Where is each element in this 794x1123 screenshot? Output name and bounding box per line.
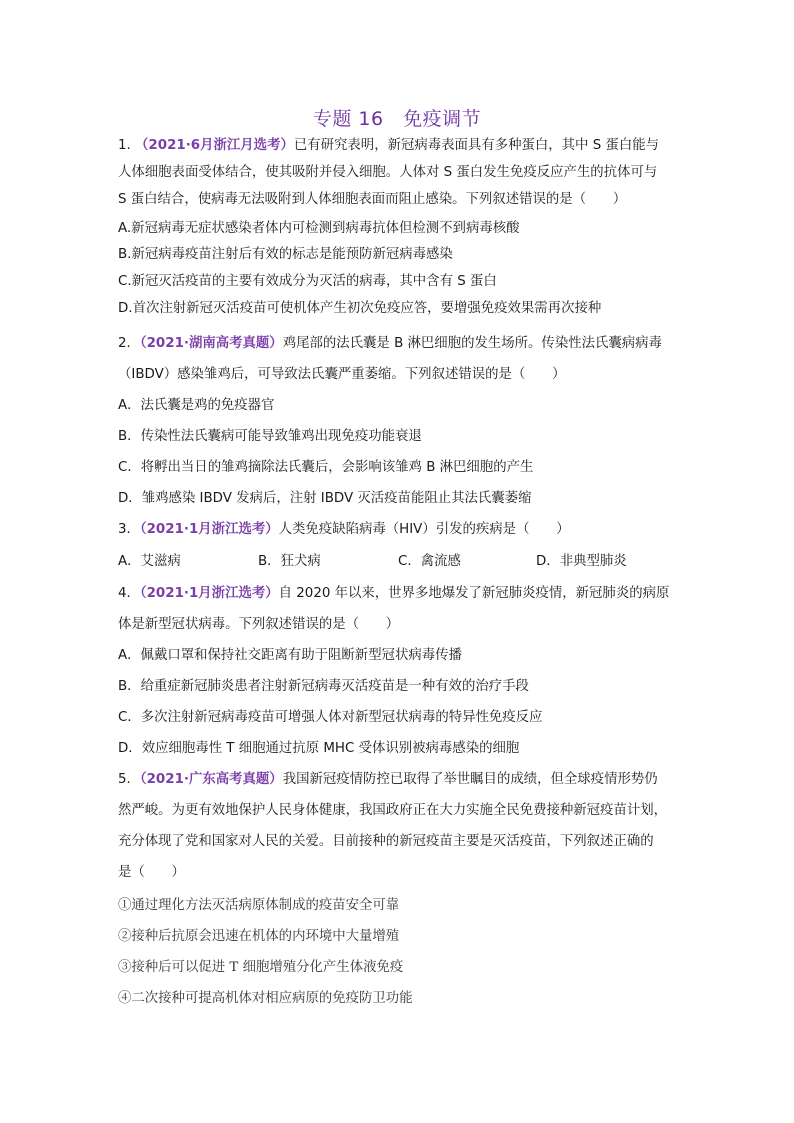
statement-3: ③接种后可以促进 T 细胞增殖分化产生体液免疫 <box>118 960 404 975</box>
option-c: C．多次注射新冠病毒疫苗可增强人体对新型冠状病毒的特异性免疫反应 <box>118 710 543 725</box>
option-b: B．狂犬病 <box>258 554 321 569</box>
option-b: B.新冠病毒疫苗注射后有效的标志是能预防新冠病毒感染 <box>118 247 453 262</box>
option-a: A．佩戴口罩和保持社交距离有助于阻断新型冠状病毒传播 <box>118 648 462 663</box>
option-d: D．效应细胞毒性 T 细胞通过抗原 MHC 受体识别被病毒感染的细胞 <box>118 741 520 756</box>
question-number: 3． <box>118 522 140 537</box>
question-stem-line: 我国新冠疫情防控已取得了举世瞩目的成绩，但全球疫情形势仍 <box>282 772 658 787</box>
option-d: D.首次注射新冠灭活疫苗可使机体产生初次免疫应答，要增强免疫效果需再次接种 <box>118 301 602 316</box>
question-number: 4． <box>118 586 140 601</box>
option-d: D．雏鸡感染 IBDV 发病后，注射 IBDV 灭活疫苗能阻止其法氏囊萎缩 <box>118 491 532 506</box>
question-stem-line: 充分体现了党和国家对人民的关爱。目前接种的新冠疫苗主要是灭活疫苗，下列叙述正确的 <box>118 834 654 849</box>
question-stem-line: 是（ ） <box>118 865 185 880</box>
page-title: 专题 16 免疫调节 <box>312 108 482 130</box>
option-c: C．禽流感 <box>398 554 461 569</box>
question-stem-line: S 蛋白结合，使病毒无法吸附到人体细胞表面而阻止感染。下列叙述错误的是（ ） <box>118 192 627 207</box>
option-c: C.新冠灭活疫苗的主要有效成分为灭活的病毒，其中含有 S 蛋白 <box>118 274 497 289</box>
statement-2: ②接种后抗原会迅速在机体的内环境中大量增殖 <box>118 929 400 944</box>
option-a: A.新冠病毒无症状感染者体内可检测到病毒抗体但检测不到病毒核酸 <box>118 221 520 236</box>
question-number: 5． <box>118 772 140 787</box>
question-number: 2． <box>118 336 140 351</box>
question-stem-line: 体是新型冠状病毒。下列叙述错误的是（ ） <box>118 617 400 632</box>
option-b: B．传染性法氏囊病可能导致雏鸡出现免疫功能衰退 <box>118 429 422 444</box>
statement-1: ①通过理化方法灭活病原体制成的疫苗安全可靠 <box>118 898 400 913</box>
question-source: （2021·广东高考真题） <box>139 772 283 787</box>
question-stem-line: （IBDV）感染雏鸡后，可导致法氏囊严重萎缩。下列叙述错误的是（ ） <box>118 367 566 382</box>
question-source: （2021·湖南高考真题） <box>139 336 283 351</box>
question-stem-line: 鸡尾部的法氏囊是 B 淋巴细胞的发生场所。传染性法氏囊病病毒 <box>282 336 662 351</box>
question-stem-line: 已有研究表明，新冠病毒表面具有多种蛋白，其中 S 蛋白能与 <box>293 138 660 153</box>
statement-4: ④二次接种可提高机体对相应病原的免疫防卫功能 <box>118 991 413 1006</box>
question-stem-line: 然严峻。为更有效地保护人民身体健康，我国政府正在大力实施全民免费接种新冠疫苗计划， <box>118 803 668 818</box>
question-number: 1. <box>118 138 136 153</box>
option-a: A．法氏囊是鸡的免疫器官 <box>118 398 275 413</box>
question-stem-line: 自 2020 年以来，世界多地爆发了新冠肺炎疫情，新冠肺炎的病原 <box>278 586 670 601</box>
question-stem-line: 人体细胞表面受体结合，使其吸附并侵入细胞。人体对 S 蛋白发生免疫反应产生的抗体可与 <box>118 165 658 180</box>
question-source: （2021·6月浙江月选考） <box>135 138 294 153</box>
option-c: C．将孵出当日的雏鸡摘除法氏囊后，会影响该雏鸡 B 淋巴细胞的产生 <box>118 460 534 475</box>
question-source: （2021·1月浙江选考） <box>139 586 279 601</box>
option-d: D．非典型肺炎 <box>536 554 627 569</box>
option-a: A．艾滋病 <box>118 554 181 569</box>
option-b: B．给重症新冠肺炎患者注射新冠病毒灭活疫苗是一种有效的治疗手段 <box>118 679 529 694</box>
question-stem-line: 人类免疫缺陷病毒（HIV）引发的疾病是（ ） <box>278 522 570 537</box>
question-source: （2021·1月浙江选考） <box>139 522 279 537</box>
